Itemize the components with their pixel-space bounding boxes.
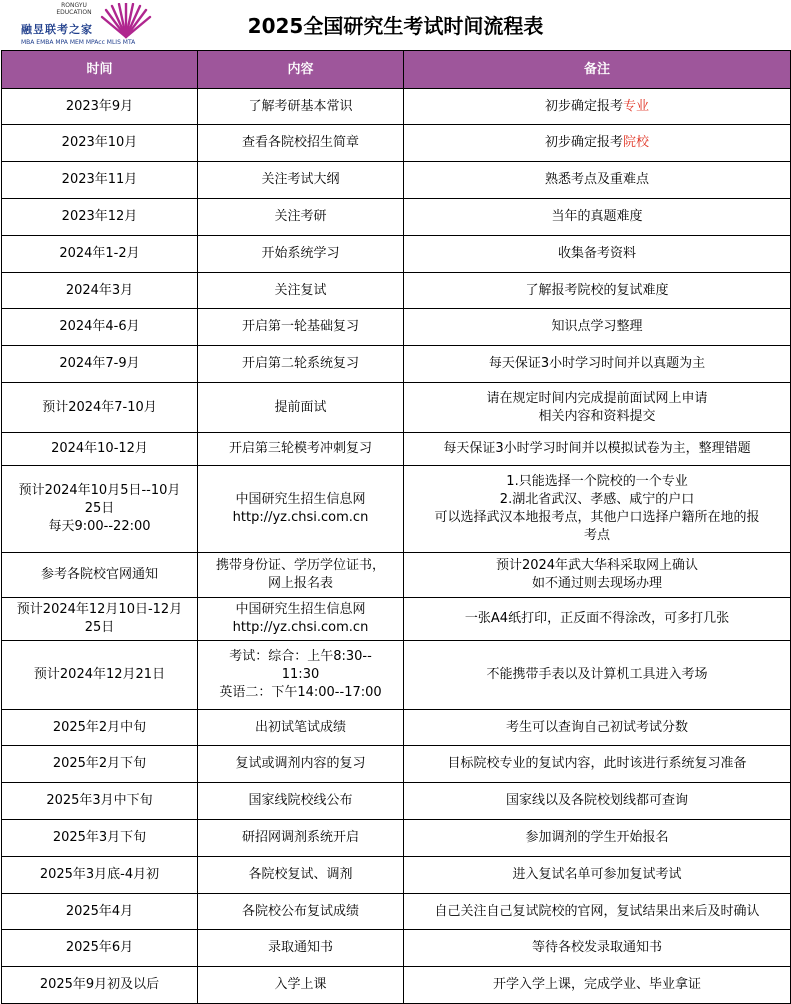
cell-line: 国家线院校线公布 [248,793,353,808]
content-cell [198,309,404,346]
table-row [2,967,791,1004]
note-cell [404,641,791,710]
cell-line: 进入复试名单可参加复试考试 [512,867,682,882]
cell-line: 2025年2月中旬 [52,719,147,735]
cell-line: 2025年9月初及以后 [39,977,160,992]
header-note: 备注 [404,51,791,89]
content-cell [198,783,404,820]
cell-line: 预计2024年10月5日--10月 [18,483,181,498]
cell-line: 收集备考资料 [557,246,636,261]
cell-line: 考生可以查询自己初试考试分数 [505,719,688,735]
cell-line: 参考各院校官网通知 [40,567,158,582]
cell-line: 了解报考院校的复试难度 [525,282,669,298]
cell-line: 网上报名表 [267,576,333,591]
time-cell [2,967,198,1004]
table-row [2,894,791,930]
cell-line: 参加调剂的学生开始报名 [525,830,669,845]
cell-line: http://yz.chsi.com.cn [232,510,369,525]
cell-line: 不能携带手表以及计算机工具进入考场 [486,667,708,682]
cell-line: 英语二：下午14:00--17:00 [219,685,382,700]
cell-line: 如不通过则去现场办理 [531,576,662,591]
page-header [0,0,791,50]
time-cell [2,309,198,346]
cell-line: 各院校复试、调剂 [248,867,353,882]
time-cell [2,746,198,783]
cell-line: 考试：综合：上午8:30-- [229,649,372,664]
table-row [2,466,791,553]
time-cell [2,783,198,820]
logo-chinese-name: 融昱联考之家 [21,23,93,36]
cell-line: 2023年9月 [65,98,134,114]
time-cell [2,598,198,641]
cell-line: 开启第一轮基础复习 [241,319,359,334]
cell-line: 中国研究生招生信息网 [235,602,366,617]
cell-line: 出初试笔试成绩 [254,719,346,735]
time-cell [2,820,198,857]
table-row [2,930,791,967]
content-cell [198,162,404,199]
time-cell [2,125,198,162]
note-highlight: 专业 [623,98,650,114]
note-cell [404,273,791,309]
cell-line: 中国研究生招生信息网 [235,492,366,507]
note-cell [404,236,791,273]
cell-line: 2025年6月 [65,940,134,955]
note-cell [404,89,791,125]
table-row [2,383,791,433]
note-cell [404,710,791,746]
table-row [2,273,791,309]
cell-line: 2023年10月 [61,135,138,150]
time-cell [2,433,198,466]
cell-line: 预计2024年武大华科采取网上确认 [495,558,699,573]
note-cell [404,199,791,236]
cell-line: 开启第三轮模考冲刺复习 [228,441,372,456]
cell-line: 开始系统学习 [261,246,340,261]
note-cell [404,930,791,967]
table-row [2,857,791,894]
note-cell [404,967,791,1004]
cell-line: 当年的真题难度 [551,209,643,224]
time-cell [2,383,198,433]
time-cell [2,162,198,199]
time-cell [2,273,198,309]
cell-line: 知识点学习整理 [551,319,643,334]
cell-line: 2.湖北省武汉、孝感、咸宁的户口 [499,492,695,507]
content-cell [198,383,404,433]
cell-line: 25日 [84,501,115,516]
cell-line: 2024年4-6月 [59,319,140,334]
cell-line: 关注考研 [274,209,327,224]
cell-line: 一张A4纸打印，正反面不得涂改，可多打几张 [464,611,730,626]
cell-line: 入学上课 [274,977,327,992]
note-cell [404,894,791,930]
note-cell [404,746,791,783]
cell-line: 开启第二轮系统复习 [241,356,359,371]
header-time: 时间 [2,51,198,89]
cell-line: 考点 [583,528,610,543]
cell-line: 熟悉考点及重难点 [544,172,649,187]
time-cell [2,466,198,553]
content-cell [198,273,404,309]
note-text: 初步确定报考 [544,98,623,114]
cell-line: 可以选择武汉本地报考点，其他户口选择户籍所在地的报 [434,510,760,525]
table-row [2,346,791,383]
cell-line: 2024年10-12月 [51,441,148,456]
cell-line: 2024年1-2月 [59,246,140,261]
cell-line: 国家线以及各院校划线都可查询 [505,793,688,808]
header-content: 内容 [198,51,404,89]
table-body [2,89,791,1004]
cell-line: 2025年3月中下旬 [46,793,153,808]
cell-line: 预计2024年7-10月 [42,399,157,415]
time-cell [2,710,198,746]
table-row [2,162,791,199]
content-cell [198,894,404,930]
time-cell [2,857,198,894]
cell-line: 2023年11月 [61,172,138,187]
note-cell [404,309,791,346]
note-cell [404,783,791,820]
content-cell [198,598,404,641]
table-row [2,820,791,857]
table-row [2,236,791,273]
table-row [2,433,791,466]
cell-line: 预计2024年12月10日-12月 [16,602,183,617]
table-row [2,710,791,746]
content-cell [198,125,404,162]
note-text: 初步确定报考 [544,135,623,150]
note-cell [404,598,791,641]
table-row [2,641,791,710]
time-cell [2,89,198,125]
content-cell [198,746,404,783]
content-cell [198,820,404,857]
cell-line: 请在规定时间内完成提前面试网上申请 [486,390,708,406]
content-cell [198,199,404,236]
note-cell [404,466,791,553]
content-cell [198,641,404,710]
content-cell [198,930,404,967]
cell-line: 2025年3月下旬 [52,830,147,845]
cell-line: 关注复试 [274,282,327,298]
time-cell [2,641,198,710]
time-cell [2,199,198,236]
cell-line: 相关内容和资料提交 [538,408,656,424]
table-row [2,783,791,820]
table-row [2,746,791,783]
logo-english-name: RONGYU EDUCATION [56,2,92,16]
content-cell [198,346,404,383]
table-row [2,598,791,641]
cell-line: 提前面试 [274,399,327,415]
note-cell [404,162,791,199]
time-cell [2,930,198,967]
cell-line: 2025年2月下旬 [52,756,147,771]
cell-line: 2025年4月 [65,903,134,919]
cell-line: 自己关注自己复试院校的官网，复试结果出来后及时确认 [434,903,760,919]
table-header-row [2,51,791,89]
page-title: 2025全国研究生考试时间流程表 [247,14,544,38]
cell-line: 研招网调剂系统开启 [241,830,359,845]
cell-line: 预计2024年12月21日 [33,667,166,682]
schedule-table [1,50,791,1004]
time-cell [2,553,198,598]
cell-line: 2024年3月 [65,282,134,298]
cell-line: 目标院校专业的复试内容，此时该进行系统复习准备 [447,756,747,771]
note-cell [404,346,791,383]
time-cell [2,236,198,273]
content-cell [198,433,404,466]
cell-line: 每天9:00--22:00 [48,519,151,534]
content-cell [198,710,404,746]
cell-line: 关注考试大纲 [261,172,340,187]
cell-line: 了解考研基本常识 [248,98,353,114]
content-cell [198,89,404,125]
note-cell [404,125,791,162]
note-highlight: 院校 [623,135,650,150]
time-cell [2,894,198,930]
cell-line: http://yz.chsi.com.cn [232,620,369,635]
cell-line: 各院校公布复试成绩 [241,903,359,919]
table-row [2,125,791,162]
note-cell [404,820,791,857]
logo-programs: MBA EMBA MPA MEM MPAcc MLIS MTA [21,39,136,46]
note-cell [404,857,791,894]
cell-line: 2025年3月底-4月初 [39,867,160,882]
content-cell [198,236,404,273]
table-row [2,309,791,346]
note-cell [404,433,791,466]
cell-line: 录取通知书 [267,940,333,955]
table-row [2,199,791,236]
time-cell [2,346,198,383]
content-cell [198,857,404,894]
cell-line: 查看各院校招生简章 [241,135,359,150]
cell-line: 每天保证3小时学习时间并以模拟试卷为主，整理错题 [443,441,751,456]
cell-line: 1.只能选择一个院校的一个专业 [506,474,688,489]
cell-line: 携带身份证、学历学位证书， [215,558,385,573]
content-cell [198,466,404,553]
cell-line: 25日 [84,620,115,635]
content-cell [198,553,404,598]
table-row [2,553,791,598]
table-row [2,89,791,125]
note-cell [404,553,791,598]
content-cell [198,967,404,1004]
cell-line: 2024年7-9月 [59,356,140,371]
note-cell [404,383,791,433]
cell-line: 等待各校发录取通知书 [531,940,662,955]
cell-line: 复试或调剂内容的复习 [235,756,366,771]
cell-line: 11:30 [281,667,320,682]
cell-line: 2023年12月 [61,209,138,224]
cell-line: 每天保证3小时学习时间并以真题为主 [488,356,706,371]
cell-line: 开学入学上课，完成学业、毕业拿证 [492,977,701,992]
